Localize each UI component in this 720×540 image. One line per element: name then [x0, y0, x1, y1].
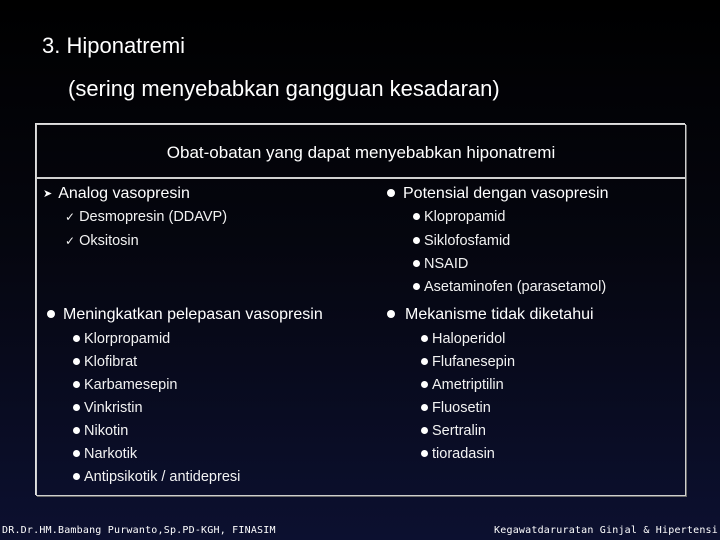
list-item: ✓ Desmopresin (DDAVP) — [65, 209, 228, 225]
dot-bullet-icon — [73, 358, 80, 365]
list-item: Vinkristin — [73, 400, 143, 416]
dot-bullet-icon — [47, 310, 55, 318]
dot-bullet-icon — [73, 427, 80, 434]
list-item: ✓ Oksitosin — [65, 233, 139, 249]
list-item: Karbamesepin — [73, 377, 178, 393]
dot-bullet-icon — [387, 189, 395, 197]
analog-heading — [43, 185, 190, 203]
dot-bullet-icon — [413, 260, 420, 267]
list-item: Siklofosfamid — [413, 233, 510, 249]
table-header-text: Obat-obatan yang dapat menyebabkan hiponatremi — [166, 143, 556, 162]
dot-bullet-icon — [421, 404, 428, 411]
dot-bullet-icon — [421, 381, 428, 388]
dot-bullet-icon — [73, 473, 80, 480]
drug-table — [36, 124, 686, 496]
check-icon: ✓ — [65, 234, 76, 248]
dot-bullet-icon — [413, 283, 420, 290]
check-icon: ✓ — [65, 210, 76, 224]
potensial-heading-text: Potensial dengan vasopresin — [403, 185, 609, 202]
list-item: Ametriptilin — [421, 377, 504, 393]
dot-bullet-icon — [73, 450, 80, 457]
list-item: Asetaminofen (parasetamol) — [413, 279, 606, 295]
slide-title: 3. Hiponatremi — [42, 33, 186, 58]
list-item: Flufanesepin — [421, 354, 515, 370]
meningkatkan-heading — [47, 306, 323, 324]
mekanisme-heading-text: Mekanisme tidak diketahui — [405, 306, 594, 323]
dot-bullet-icon — [421, 335, 428, 342]
dot-bullet-icon — [421, 358, 428, 365]
list-item: Klofibrat — [73, 354, 137, 370]
dot-bullet-icon — [387, 310, 395, 318]
arrow-bullet-icon: ➤ — [43, 188, 53, 200]
list-item: Haloperidol — [421, 331, 505, 347]
slide-subtitle: (sering menyebabkan gangguan kesadaran) — [68, 76, 500, 101]
list-item: Fluosetin — [421, 400, 491, 416]
footer-course: Kegawatdaruratan Ginjal & Hipertensi — [494, 525, 718, 536]
potensial-heading — [387, 185, 608, 203]
list-item: tioradasin — [421, 446, 495, 462]
table-header — [37, 125, 685, 179]
list-item: NSAID — [413, 256, 468, 272]
mekanisme-heading — [387, 306, 594, 324]
dot-bullet-icon — [73, 381, 80, 388]
list-item: Nikotin — [73, 423, 128, 439]
list-item: Klopropamid — [413, 209, 505, 225]
dot-bullet-icon — [421, 427, 428, 434]
list-item: Sertralin — [421, 423, 486, 439]
list-item: Klorpropamid — [73, 331, 170, 347]
dot-bullet-icon — [73, 335, 80, 342]
dot-bullet-icon — [413, 237, 420, 244]
list-item: Antipsikotik / antidepresi — [73, 469, 240, 485]
dot-bullet-icon — [413, 213, 420, 220]
analog-heading-text: Analog vasopresin — [58, 185, 190, 202]
dot-bullet-icon — [73, 404, 80, 411]
list-item: Narkotik — [73, 446, 137, 462]
dot-bullet-icon — [421, 450, 428, 457]
meningkatkan-heading-text: Meningkatkan pelepasan vasopresin — [63, 306, 323, 323]
footer-author: DR.Dr.HM.Bambang Purwanto,Sp.PD-KGH, FINASIM — [2, 525, 276, 536]
